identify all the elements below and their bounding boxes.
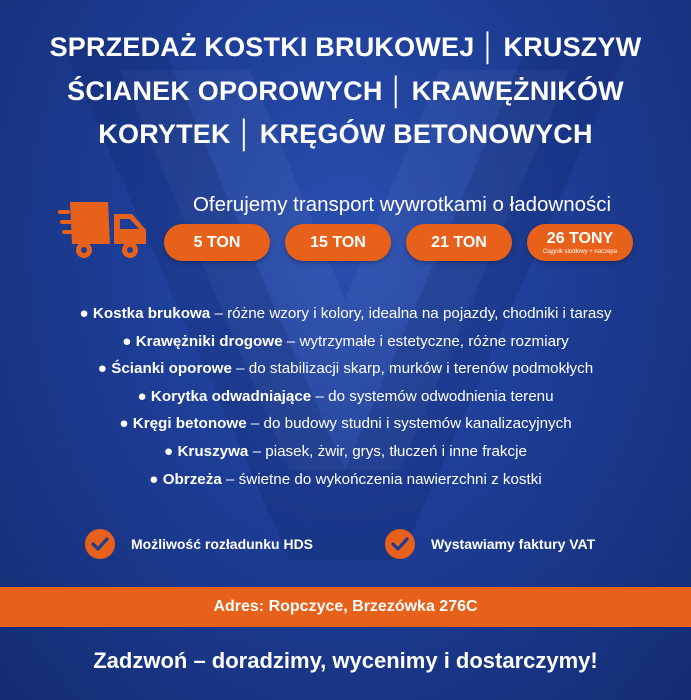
capacity-21-ton-badge: 21 TON: [406, 224, 512, 261]
feature-korytka-odwadniajace: ● Korytka odwadniające – do systemów odwodnienia terenu: [137, 387, 554, 405]
features-list: [0, 300, 691, 493]
capacity-5-ton-badge: 5 TON: [164, 224, 270, 261]
capacity-15-ton-badge: 15 TON: [285, 224, 391, 261]
capacity-26-tony-sublabel: Ciągnik siodłowy + naczepa: [542, 249, 618, 255]
capacity-26-tony-badge: [527, 224, 633, 261]
checkmark-icon: [85, 529, 115, 559]
benefit-hds-unloading: [85, 527, 313, 561]
headline-line-3: KORYTEK │ KRĘGÓW BETONOWYCH: [98, 119, 593, 149]
headline-line-1: SPRZEDAŻ KOSTKI BRUKOWEJ │ KRUSZYW: [49, 32, 642, 62]
address-bar: Adres: Ropczyce, Brzezówka 276C: [0, 587, 691, 627]
feature-obrzeza: ● Obrzeża – świetne do wykończenia nawierzchni z kostki: [149, 470, 542, 488]
transport-title: Oferujemy transport wywrotkami o ładowności: [192, 193, 612, 216]
feature-kostka-brukowa: ● Kostka brukowa – różne wzory i kolory, idealna na pojazdy, chodniki i tarasy: [79, 305, 612, 322]
benefit-vat-invoice: [385, 527, 595, 561]
feature-krawezniki-drogowe: ● Krawężniki drogowe – wytrzymałe i estetyczne, różne rozmiary: [122, 332, 569, 350]
benefit-label: Możliwość rozładunku HDS: [131, 536, 314, 552]
capacity-26-tony-label: 26 TONY: [546, 230, 614, 247]
headline: [0, 26, 691, 157]
feature-scianki-oporowe: ● Ścianki oporowe – do stabilizacji skarp, murków i terenów podmokłych: [97, 360, 594, 378]
headline-line-2: ŚCIANEK OPOROWYCH │ KRAWĘŻNIKÓW: [67, 75, 624, 106]
checkmark-icon: [385, 529, 415, 559]
call-to-action: Zadzwoń – doradzimy, wycenimy i dostarczymy!: [93, 648, 598, 673]
benefit-label: Wystawiamy faktury VAT: [431, 536, 596, 552]
feature-kruszywa: ● Kruszywa – piasek, żwir, grys, tłuczeń i inne frakcje: [164, 442, 527, 460]
truck-icon: [58, 198, 150, 264]
feature-kregi-betonowe: ● Kręgi betonowe – do budowy studni i systemów kanalizacyjnych: [119, 415, 572, 433]
